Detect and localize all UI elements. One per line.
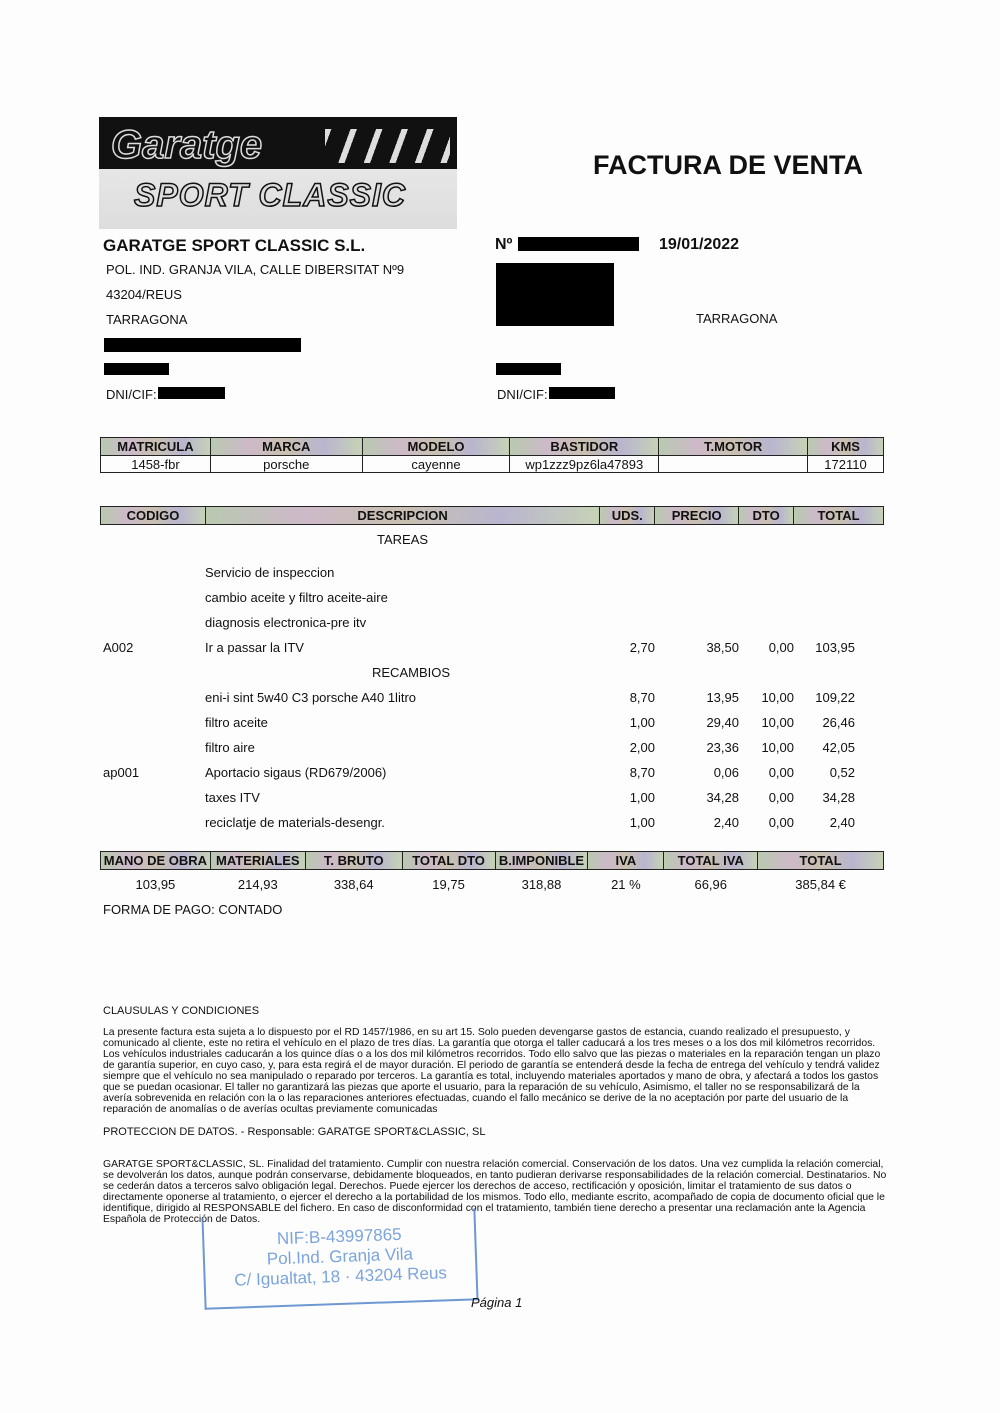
item-dto: 0,00: [768, 640, 794, 655]
header-marca: MARCA: [210, 438, 362, 456]
logo-text-garatge: Garatge: [111, 123, 263, 167]
clauses-title: CLAUSULAS Y CONDICIONES: [103, 1005, 260, 1017]
vehicle-table: [100, 437, 884, 473]
document-title: FACTURA DE VENTA: [593, 150, 863, 180]
totals-header: TOTAL IVA: [664, 852, 758, 870]
company-stamp: [201, 1208, 478, 1310]
header-modelo: MODELO: [362, 438, 510, 456]
item-desc: diagnosis electronica-pre itv: [205, 615, 367, 630]
clauses-text: La presente factura esta sujeta a lo dispuesto por el RD 1457/1986, en su art 15. Solo pueden devengarse gastos de estancia, cuando realizado el presupuesto, y comunicado al cliente, este no retira el vehículo en el plazo de tres días. La garantía que otorga el taller caducará a los tres meses o a los dos mil kilómetros recorridos. Los vehículos industriales caducarán a los quince días o a los dos mil kilómetros recorridos. Todo ello salvo que las piezas o materiales en la reparación tengan un plazo de garantía superior, en cuyo caso, y, para esta regirá el de mayor duración. El periodo de garantía se entenderá desde la fecha de entrega del vehículo y tendrá validez siempre que el vehículo no sea manipulado o reparado por terceros. La garantía es total, incluyendo materiales aportados y mano de obra, y afectará a todos los gastos que se puedan ocasionar. El taller no garantizará las piezas que aporte el usuario, para la reparación de su vehículo, Asimismo, el taller no se responsabilizará de la avería sobrevenida en relación con la o las reparaciones anteriores efectuadas, cuando el fallo mecánico se derive de la no aceptación por parte del usuario de la reparación de anomalías o de averías ocultas previamente comunicadas: [103, 1027, 881, 1115]
item-uds: 2,00: [629, 740, 655, 755]
item-desc: cambio aceite y filtro aceite-aire: [205, 590, 388, 605]
item-desc: taxes ITV: [205, 790, 260, 805]
item-desc: Ir a passar la ITV: [205, 640, 304, 655]
company-dni-label: DNI/CIF:: [106, 387, 157, 402]
item-uds: 2,70: [629, 640, 655, 655]
item-uds: 8,70: [629, 690, 655, 705]
totals-value: 103,95: [135, 877, 176, 893]
company-postal: 43204/REUS: [106, 287, 182, 302]
stamp-nif: NIF:B-43997865: [276, 1224, 402, 1249]
item-dto: 0,00: [768, 815, 794, 830]
header-descripcion: DESCRIPCION: [205, 507, 599, 525]
item-code: ap001: [103, 765, 140, 780]
item-total: 34,28: [822, 790, 855, 805]
item-dto: 10,00: [761, 690, 794, 705]
privacy-text: GARATGE SPORT&CLASSIC, SL. Finalidad del tratamiento. Cumplir con nuestra relación comercial. Conservación de los datos. Una vez cumplida la relación comercial, se devolverán los datos, aunque podrán conservarse, debidamente bloqueados, en tanto pudieran derivarse responsabilidades de la relación comercial. Destinatarios. No se cederán datos a terceros salvo obligación legal. Derechos. Puede ejercer los derechos de acceso, rectificación y oposición, limitar el tratamiento de sus datos o directamente oponerse al tratamiento, o ejercer el derecho a la portabilidad de los mismos. Todo ello, mediante escrito, acompañado de copia de documento oficial que le identifique, dirigido al RESPONSABLE del fichero. En caso de disconformidad con el tratamiento, también tiene derecho a presentar una reclamación ante la Agencia Española de Protección de Datos.: [103, 1159, 887, 1225]
company-name: GARATGE SPORT CLASSIC S.L.: [103, 236, 366, 255]
item-price: 2,40: [713, 815, 739, 830]
item-uds: 1,00: [629, 715, 655, 730]
vehicle-kms: 172110: [808, 456, 884, 473]
item-price: 13,95: [706, 690, 739, 705]
item-price: 34,28: [706, 790, 739, 805]
item-code: A002: [103, 640, 134, 655]
client-province: TARRAGONA: [696, 311, 778, 326]
totals-value: 21 %: [611, 877, 641, 893]
redacted-block: [496, 363, 561, 375]
items-header: [100, 506, 884, 525]
vehicle-brand: porsche: [210, 456, 362, 473]
vehicle-model: cayenne: [362, 456, 510, 473]
redacted-block: [104, 338, 301, 352]
redacted-block: [158, 387, 225, 399]
item-price: 23,36: [706, 740, 739, 755]
totals-value: 66,96: [694, 877, 728, 893]
header-total: TOTAL: [794, 507, 884, 525]
section-recambios: RECAMBIOS: [372, 665, 451, 680]
client-dni-label: DNI/CIF:: [497, 387, 548, 402]
totals-header: TOTAL DTO: [402, 852, 495, 870]
totals-header: TOTAL: [758, 852, 884, 870]
item-desc: filtro aire: [205, 740, 255, 755]
company-address: POL. IND. GRANJA VILA, CALLE DIBERSITAT Nº9: [106, 262, 405, 277]
item-desc: eni-i sint 5w40 C3 porsche A40 1litro: [205, 690, 417, 705]
vehicle-engine: [659, 456, 808, 473]
item-desc: reciclatje de materials-desengr.: [205, 815, 385, 830]
totals-header: B.IMPONIBLE: [495, 852, 588, 870]
header-dto: DTO: [739, 507, 794, 525]
item-total: 0,52: [829, 765, 855, 780]
totals-value: 19,75: [432, 877, 465, 893]
totals-header: MANO DE OBRA: [101, 852, 211, 870]
item-desc: filtro aceite: [205, 715, 268, 730]
item-desc: Servicio de inspeccion: [205, 565, 335, 580]
item-price: 38,50: [706, 640, 739, 655]
redacted-block: [549, 387, 615, 399]
page-number: Página 1: [471, 1295, 523, 1310]
totals-value: 214,93: [237, 877, 278, 893]
header-codigo: CODIGO: [101, 507, 206, 525]
header-bastidor: BASTIDOR: [510, 438, 659, 456]
header-kms: KMS: [808, 438, 884, 456]
item-desc: Aportacio sigaus (RD679/2006): [205, 765, 387, 780]
totals-header: MATERIALES: [210, 852, 305, 870]
item-total: 42,05: [822, 740, 855, 755]
redacted-block: [104, 363, 169, 375]
item-total: 103,95: [815, 640, 855, 655]
header-matricula: MATRICULA: [101, 438, 211, 456]
company-province: TARRAGONA: [106, 312, 188, 327]
totals-header: IVA: [588, 852, 664, 870]
vehicle-plate: 1458-fbr: [101, 456, 211, 473]
invoice-date: 19/01/2022: [659, 236, 740, 253]
redacted-block: [518, 237, 639, 251]
item-total: 26,46: [822, 715, 855, 730]
item-dto: 0,00: [768, 790, 794, 805]
item-price: 29,40: [706, 715, 739, 730]
totals-table: [100, 851, 884, 900]
item-uds: 8,70: [629, 765, 655, 780]
company-logo: [99, 117, 457, 229]
item-uds: 1,00: [629, 815, 655, 830]
totals-header: T. BRUTO: [305, 852, 402, 870]
item-dto: 10,00: [761, 740, 794, 755]
invoice-number-label: Nº: [495, 236, 513, 253]
item-total: 2,40: [829, 815, 855, 830]
payment-method: FORMA DE PAGO: CONTADO: [103, 902, 283, 917]
item-total: 109,22: [815, 690, 855, 705]
privacy-title: PROTECCION DE DATOS. - Responsable: GARATGE SPORT&CLASSIC, SL: [103, 1126, 486, 1138]
totals-value: 385,84 €: [795, 877, 846, 893]
redacted-block: [496, 263, 614, 326]
item-price: 0,06: [713, 765, 739, 780]
item-dto: 10,00: [761, 715, 794, 730]
stamp-street: C/ Igualtat, 18 · 43204 Reus: [234, 1263, 448, 1290]
header-uds: UDS.: [600, 507, 655, 525]
header-tmotor: T.MOTOR: [659, 438, 808, 456]
item-uds: 1,00: [629, 790, 655, 805]
section-tareas: TAREAS: [377, 532, 429, 547]
logo-text-sport-classic: SPORT CLASSIC: [134, 177, 406, 213]
stamp-polygon: Pol.Ind. Granja Vila: [266, 1244, 414, 1269]
header-precio: PRECIO: [655, 507, 739, 525]
item-dto: 0,00: [768, 765, 794, 780]
vehicle-vin: wp1zzz9pz6la47893: [510, 456, 659, 473]
totals-value: 318,88: [521, 877, 562, 893]
totals-value: 338,64: [333, 877, 374, 893]
